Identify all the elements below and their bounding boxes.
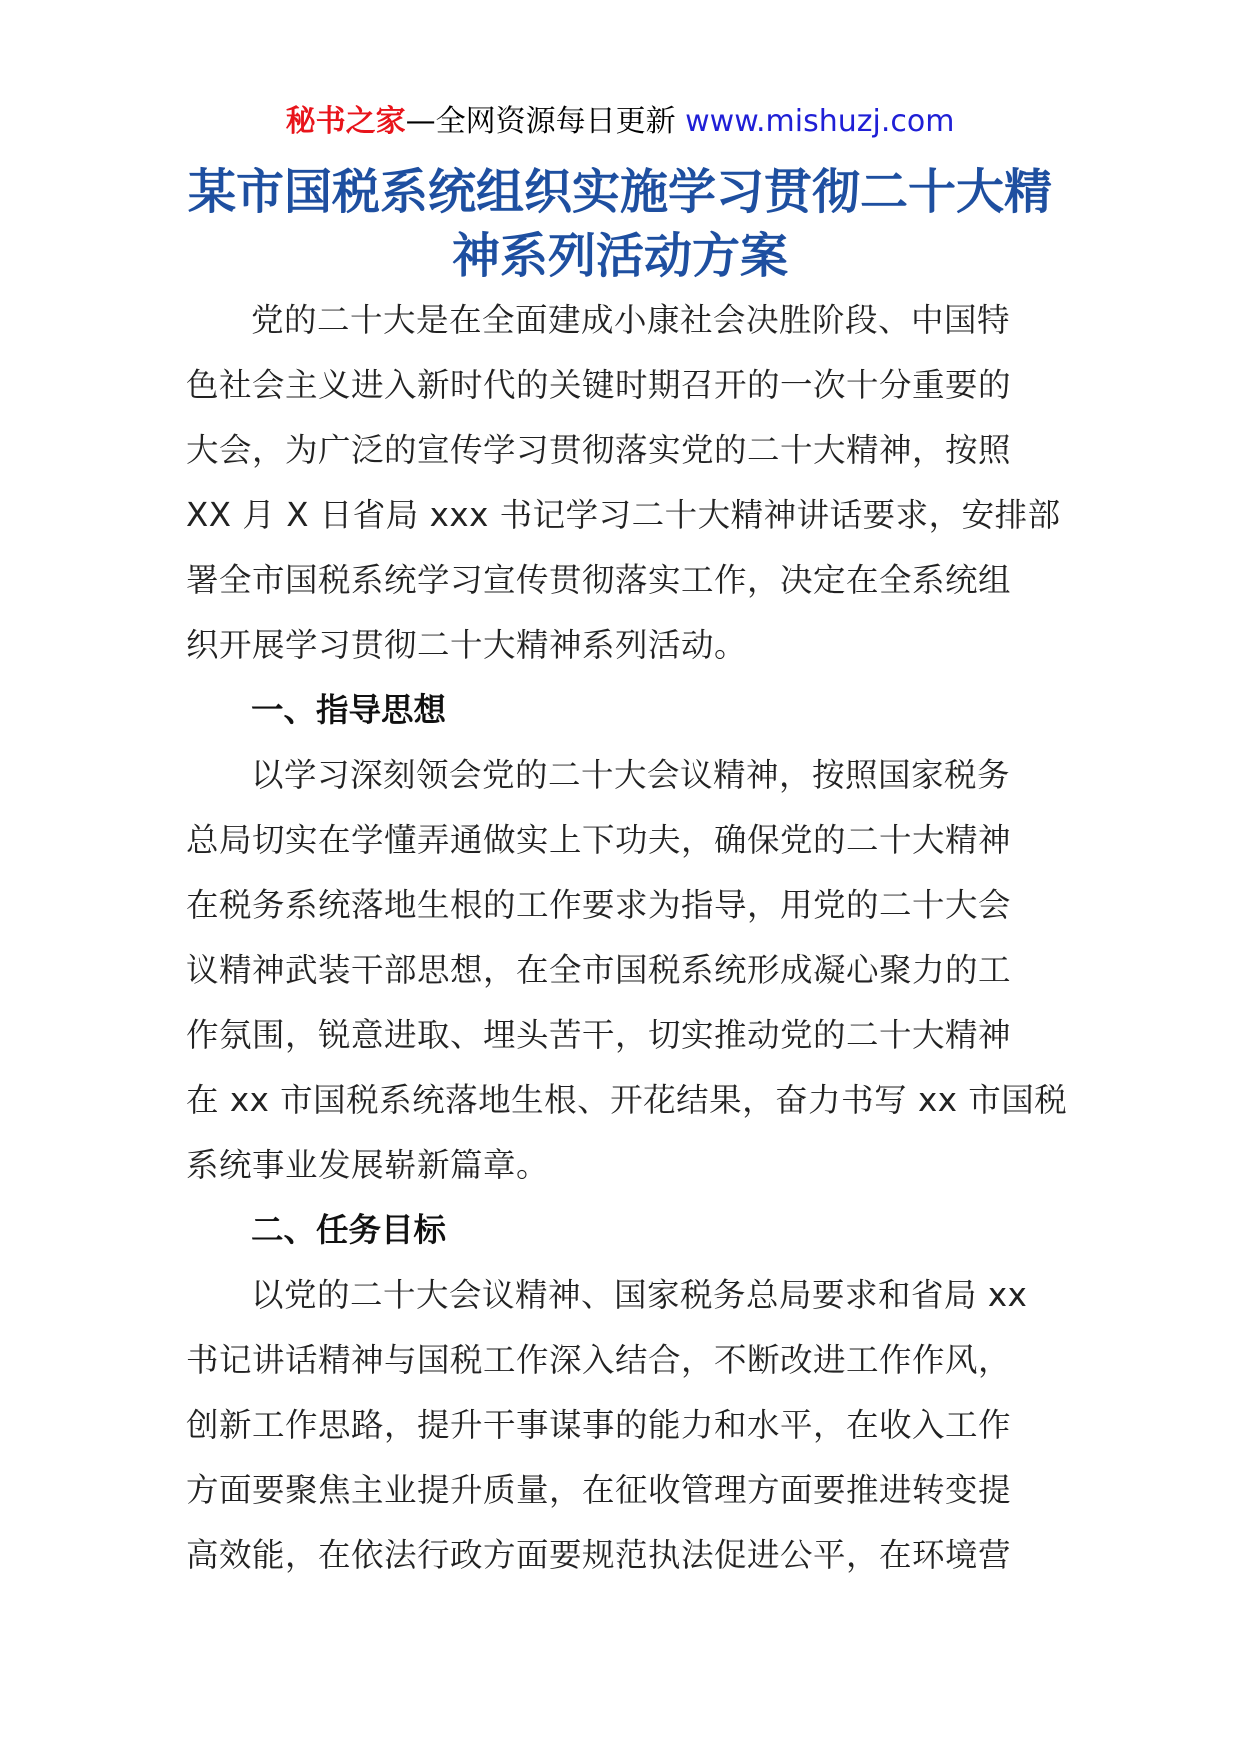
text-line: 色社会主义进入新时代的关键时期召开的一次十分重要的 bbox=[186, 366, 1012, 404]
document-title bbox=[150, 160, 1090, 288]
text-line: 作氛围，锐意进取、埋头苦干，切实推动党的二十大精神 bbox=[186, 1016, 1012, 1054]
text-line: 署全市国税系统学习宣传贯彻落实工作，决定在全系统组 bbox=[186, 561, 1012, 599]
text-line: 总局切实在学懂弄通做实上下功夫，确保党的二十大精神 bbox=[186, 821, 1012, 859]
text-line: 书记讲话精神与国税工作深入结合，不断改进工作作风， bbox=[186, 1341, 1012, 1379]
title-line-2: 神系列活动方案 bbox=[451, 228, 788, 284]
text-line: 在税务系统落地生根的工作要求为指导，用党的二十大会 bbox=[186, 886, 1012, 924]
section-2-paragraph bbox=[186, 1263, 1056, 1588]
text-line: 在 xx 市国税系统落地生根、开花结果，奋力书写 xx 市国税 bbox=[186, 1081, 1068, 1119]
text-line: 以党的二十大会议精神、国家税务总局要求和省局 xx bbox=[251, 1276, 1028, 1314]
section-heading-guiding-thought: 一、指导思想 bbox=[251, 691, 447, 729]
brand-name: 秘书之家 bbox=[285, 104, 406, 139]
text-line: 以学习深刻领会党的二十大会议精神，按照国家税务 bbox=[251, 756, 1011, 794]
text-line: 党的二十大是在全面建成小康社会决胜阶段、中国特 bbox=[251, 301, 1011, 339]
document-body bbox=[186, 288, 1068, 1588]
text-line: XX 月 X 日省局 xxx 书记学习二十大精神讲话要求，安排部 bbox=[186, 496, 1061, 534]
header-tagline: —全网资源每日更新 bbox=[405, 104, 676, 139]
title-line-1: 某市国税系统组织实施学习贯彻二十大精 bbox=[187, 164, 1052, 220]
text-line: 高效能，在依法行政方面要规范执法促进公平，在环境营 bbox=[186, 1536, 1012, 1574]
text-line: 方面要聚焦主业提升质量，在征收管理方面要推进转变提 bbox=[186, 1471, 1012, 1509]
text-line: 系统事业发展崭新篇章。 bbox=[186, 1146, 550, 1184]
section-heading-task-goals: 二、任务目标 bbox=[251, 1211, 447, 1249]
site-url-link[interactable]: www.mishuzj.com bbox=[685, 104, 955, 139]
text-line: 创新工作思路，提升干事谋事的能力和水平，在收入工作 bbox=[186, 1406, 1012, 1444]
intro-paragraph bbox=[186, 288, 1061, 678]
site-header bbox=[0, 100, 1240, 144]
text-line: 织开展学习贯彻二十大精神系列活动。 bbox=[186, 626, 748, 664]
section-1-paragraph bbox=[186, 743, 1068, 1198]
text-line: 大会，为广泛的宣传学习贯彻落实党的二十大精神，按照 bbox=[186, 431, 1012, 469]
text-line: 议精神武装干部思想，在全市国税系统形成凝心聚力的工 bbox=[186, 951, 1012, 989]
